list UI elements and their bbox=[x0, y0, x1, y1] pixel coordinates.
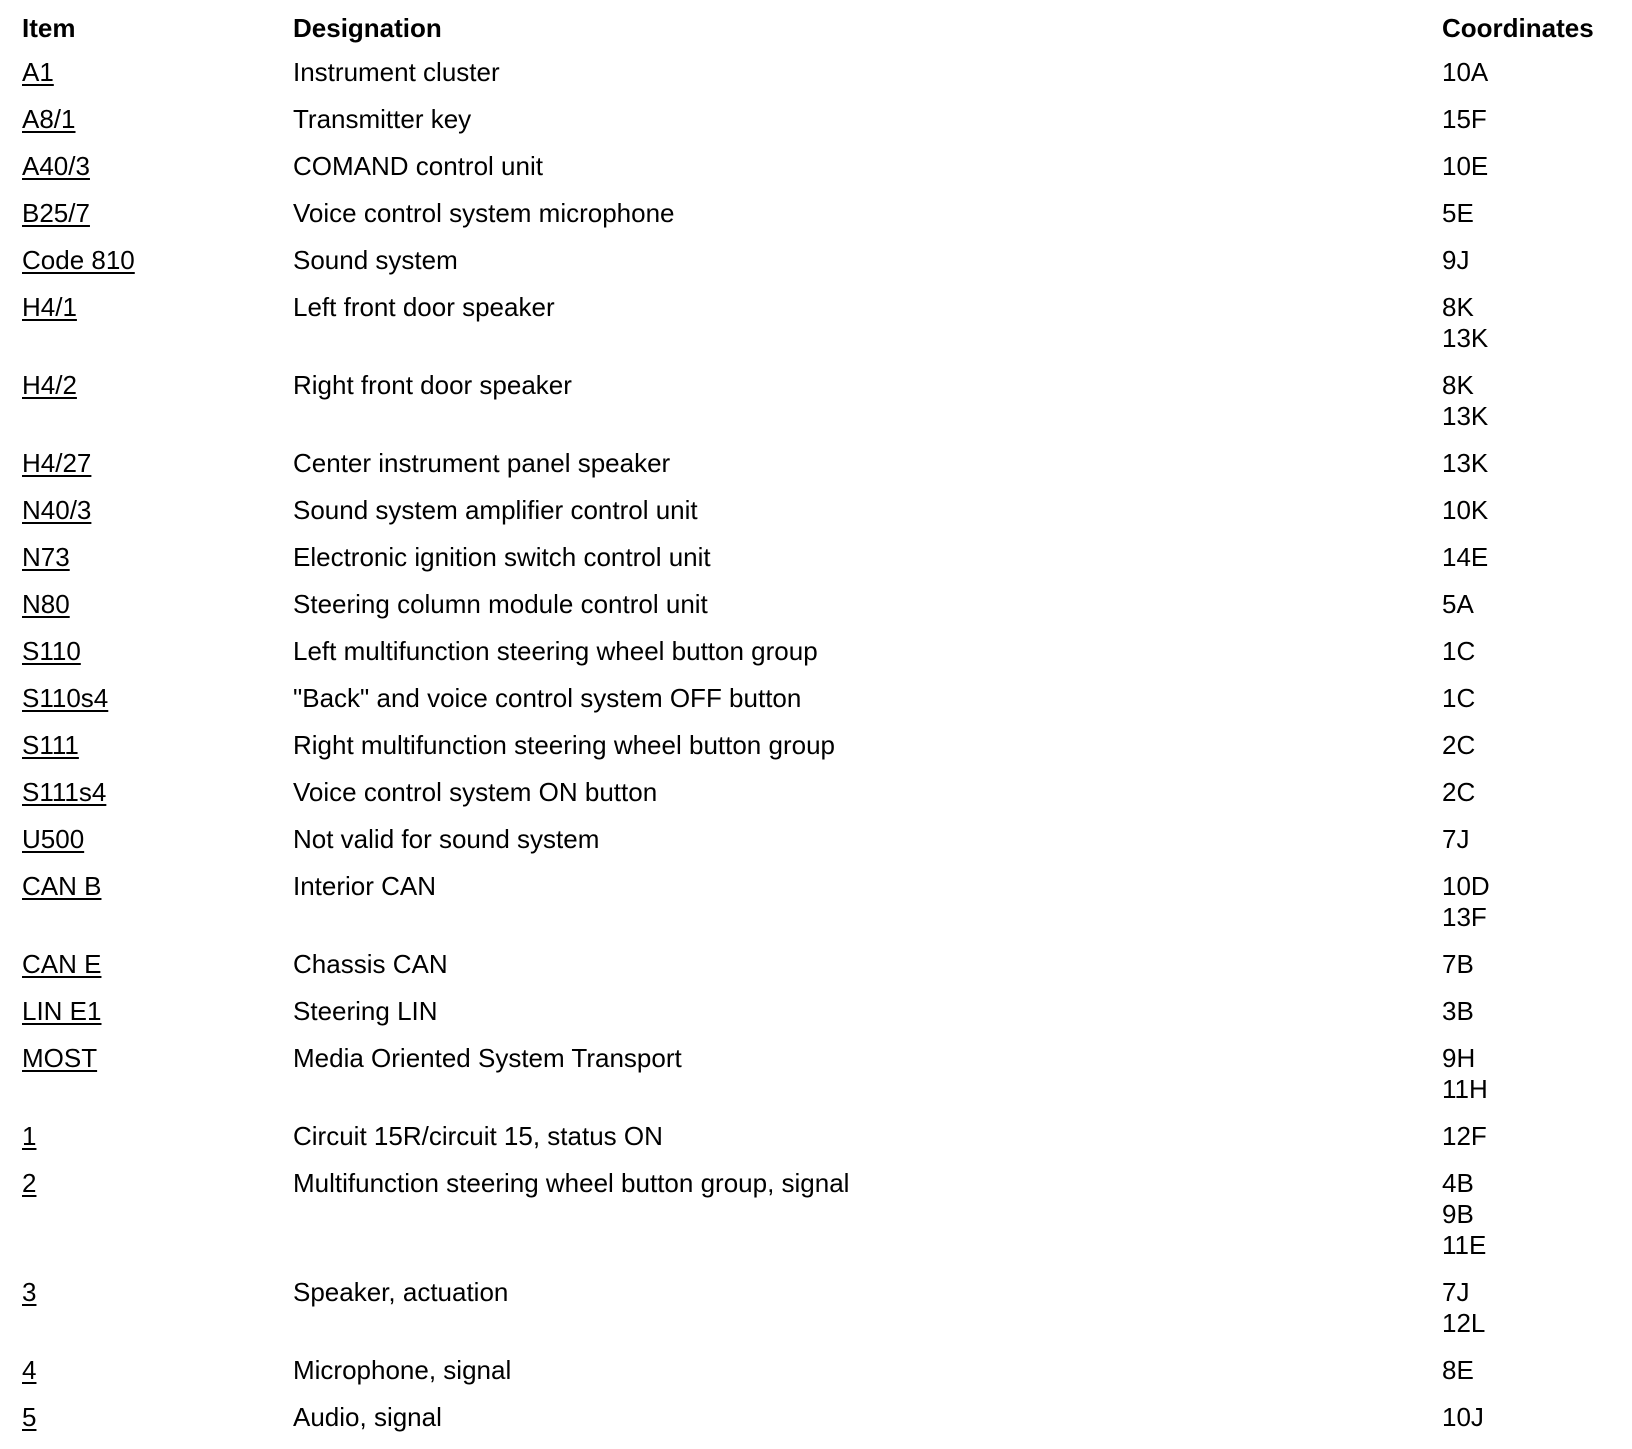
coordinate-value: 8E bbox=[1442, 1355, 1474, 1385]
coordinates-cell bbox=[1442, 1402, 1632, 1433]
designation-text: Circuit 15R/circuit 15, status ON bbox=[293, 1121, 663, 1151]
item-link[interactable]: N73 bbox=[22, 542, 70, 572]
table-row bbox=[0, 1277, 1632, 1355]
coordinate-value: 8K bbox=[1442, 292, 1474, 322]
designation-text: Voice control system ON button bbox=[293, 777, 658, 807]
item-link[interactable]: H4/1 bbox=[22, 292, 77, 322]
coordinates-cell bbox=[1442, 1168, 1632, 1261]
item-link[interactable]: A8/1 bbox=[22, 104, 76, 134]
table-row bbox=[0, 198, 1632, 245]
designation-text: Chassis CAN bbox=[293, 949, 448, 979]
item-link[interactable]: S111 bbox=[22, 730, 79, 760]
coordinates-cell bbox=[1442, 245, 1632, 276]
coordinate-value: 7B bbox=[1442, 949, 1474, 979]
coordinates-cell bbox=[1442, 104, 1632, 135]
coordinates-cell bbox=[1442, 777, 1632, 808]
designation-text: Instrument cluster bbox=[293, 57, 500, 87]
item-link[interactable]: CAN B bbox=[22, 871, 102, 901]
coordinate-value: 9J bbox=[1442, 245, 1470, 275]
designation-text: Right multifunction steering wheel button group bbox=[293, 730, 835, 760]
item-link[interactable]: H4/2 bbox=[22, 370, 77, 400]
coordinate-value: 2C bbox=[1442, 777, 1476, 807]
table-row bbox=[0, 104, 1632, 151]
coordinate-value: 1C bbox=[1442, 636, 1476, 666]
coordinate-value: 9B bbox=[1442, 1199, 1474, 1229]
coordinate-value: 10E bbox=[1442, 151, 1489, 181]
coordinates-cell bbox=[1442, 292, 1632, 354]
table-row bbox=[0, 245, 1632, 292]
coordinate-value: 13K bbox=[1442, 401, 1489, 431]
coordinate-value: 7J bbox=[1442, 824, 1470, 854]
table-row bbox=[0, 370, 1632, 448]
coordinate-value: 9H bbox=[1442, 1043, 1476, 1073]
table-body bbox=[0, 57, 1632, 1449]
coordinate-value: 13K bbox=[1442, 448, 1489, 478]
coordinates-cell bbox=[1442, 871, 1632, 933]
designation-text: Sound system amplifier control unit bbox=[293, 495, 698, 525]
item-link[interactable]: 1 bbox=[22, 1121, 37, 1151]
table-row bbox=[0, 1355, 1632, 1402]
table-row bbox=[0, 1121, 1632, 1168]
designation-text: Audio, signal bbox=[293, 1402, 442, 1432]
table-row bbox=[0, 636, 1632, 683]
item-link[interactable]: H4/27 bbox=[22, 448, 92, 478]
item-link[interactable]: LIN E1 bbox=[22, 996, 102, 1026]
coordinates-cell bbox=[1442, 198, 1632, 229]
designation-text: COMAND control unit bbox=[293, 151, 543, 181]
header-item: Item bbox=[22, 13, 76, 43]
table-row bbox=[0, 730, 1632, 777]
coordinate-value: 15F bbox=[1442, 104, 1487, 134]
table-row bbox=[0, 871, 1632, 949]
table-row bbox=[0, 777, 1632, 824]
coordinates-cell bbox=[1442, 996, 1632, 1027]
designation-text: "Back" and voice control system OFF button bbox=[293, 683, 802, 713]
coordinates-cell bbox=[1442, 495, 1632, 526]
item-link[interactable]: S111s4 bbox=[22, 777, 107, 807]
table-row bbox=[0, 1168, 1632, 1277]
table-header bbox=[0, 10, 1632, 46]
designation-text: Center instrument panel speaker bbox=[293, 448, 671, 478]
item-link[interactable]: U500 bbox=[22, 824, 85, 854]
header-designation: Designation bbox=[293, 13, 442, 43]
item-link[interactable]: 5 bbox=[22, 1402, 37, 1432]
coordinate-value: 12F bbox=[1442, 1121, 1487, 1151]
coordinates-cell bbox=[1442, 57, 1632, 88]
table-row bbox=[0, 1402, 1632, 1449]
coordinate-value: 11E bbox=[1442, 1230, 1487, 1260]
item-link[interactable]: N80 bbox=[22, 589, 70, 619]
item-link[interactable]: N40/3 bbox=[22, 495, 92, 525]
table-row bbox=[0, 57, 1632, 104]
coordinate-value: 11H bbox=[1442, 1074, 1488, 1104]
designation-text: Right front door speaker bbox=[293, 370, 572, 400]
table-row bbox=[0, 589, 1632, 636]
item-link[interactable]: 3 bbox=[22, 1277, 37, 1307]
coordinate-value: 10K bbox=[1442, 495, 1489, 525]
table-row bbox=[0, 542, 1632, 589]
item-link[interactable]: Code 810 bbox=[22, 245, 135, 275]
designation-text: Interior CAN bbox=[293, 871, 437, 901]
coordinate-value: 4B bbox=[1442, 1168, 1474, 1198]
coordinates-cell bbox=[1442, 1277, 1632, 1339]
designation-text: Speaker, actuation bbox=[293, 1277, 509, 1307]
coordinates-cell bbox=[1442, 589, 1632, 620]
table-row bbox=[0, 1043, 1632, 1121]
coordinates-cell bbox=[1442, 1121, 1632, 1152]
designation-text: Electronic ignition switch control unit bbox=[293, 542, 711, 572]
item-link[interactable]: S110 bbox=[22, 636, 81, 666]
item-link[interactable]: A40/3 bbox=[22, 151, 90, 181]
coordinate-value: 7J bbox=[1442, 1277, 1470, 1307]
coordinates-cell bbox=[1442, 683, 1632, 714]
coordinate-value: 13F bbox=[1442, 902, 1487, 932]
designation-text: Media Oriented System Transport bbox=[293, 1043, 682, 1073]
coordinate-value: 8K bbox=[1442, 370, 1474, 400]
coordinate-value: 10A bbox=[1442, 57, 1489, 87]
item-link[interactable]: 4 bbox=[22, 1355, 37, 1385]
coordinate-value: 12L bbox=[1442, 1308, 1486, 1338]
table-row bbox=[0, 824, 1632, 871]
coordinates-cell bbox=[1442, 1355, 1632, 1386]
table-row bbox=[0, 448, 1632, 495]
coordinate-value: 5A bbox=[1442, 589, 1474, 619]
table-row bbox=[0, 949, 1632, 996]
table-row bbox=[0, 151, 1632, 198]
coordinates-cell bbox=[1442, 824, 1632, 855]
designation-text: Microphone, signal bbox=[293, 1355, 512, 1385]
coordinate-value: 5E bbox=[1442, 198, 1474, 228]
coordinates-cell bbox=[1442, 1043, 1632, 1105]
coordinate-value: 10D bbox=[1442, 871, 1490, 901]
table-row bbox=[0, 683, 1632, 730]
coordinates-cell bbox=[1442, 636, 1632, 667]
table-row bbox=[0, 292, 1632, 370]
designation-text: Voice control system microphone bbox=[293, 198, 675, 228]
item-link[interactable]: MOST bbox=[22, 1043, 98, 1073]
item-link[interactable]: A1 bbox=[22, 57, 54, 87]
coordinate-value: 10J bbox=[1442, 1402, 1484, 1432]
designation-text: Not valid for sound system bbox=[293, 824, 600, 854]
coordinate-value: 2C bbox=[1442, 730, 1476, 760]
coordinates-cell bbox=[1442, 151, 1632, 182]
item-link[interactable]: B25/7 bbox=[22, 198, 90, 228]
coordinate-value: 1C bbox=[1442, 683, 1476, 713]
coordinate-value: 14E bbox=[1442, 542, 1489, 572]
designation-text: Left multifunction steering wheel button group bbox=[293, 636, 818, 666]
header-coordinates: Coordinates bbox=[1442, 13, 1594, 43]
table-row bbox=[0, 996, 1632, 1043]
coordinates-cell bbox=[1442, 542, 1632, 573]
designation-text: Sound system bbox=[293, 245, 458, 275]
table-row bbox=[0, 495, 1632, 542]
coordinate-value: 13K bbox=[1442, 323, 1489, 353]
item-link[interactable]: 2 bbox=[22, 1168, 37, 1198]
designation-text: Steering LIN bbox=[293, 996, 438, 1026]
coordinates-cell bbox=[1442, 730, 1632, 761]
designation-text: Transmitter key bbox=[293, 104, 472, 134]
designation-text: Steering column module control unit bbox=[293, 589, 708, 619]
coordinates-cell bbox=[1442, 949, 1632, 980]
item-link[interactable]: S110s4 bbox=[22, 683, 109, 713]
coordinate-value: 3B bbox=[1442, 996, 1474, 1026]
coordinates-cell bbox=[1442, 370, 1632, 432]
item-link[interactable]: CAN E bbox=[22, 949, 102, 979]
designation-text: Multifunction steering wheel button group, signal bbox=[293, 1168, 850, 1198]
designation-text: Left front door speaker bbox=[293, 292, 555, 322]
coordinates-cell bbox=[1442, 448, 1632, 479]
